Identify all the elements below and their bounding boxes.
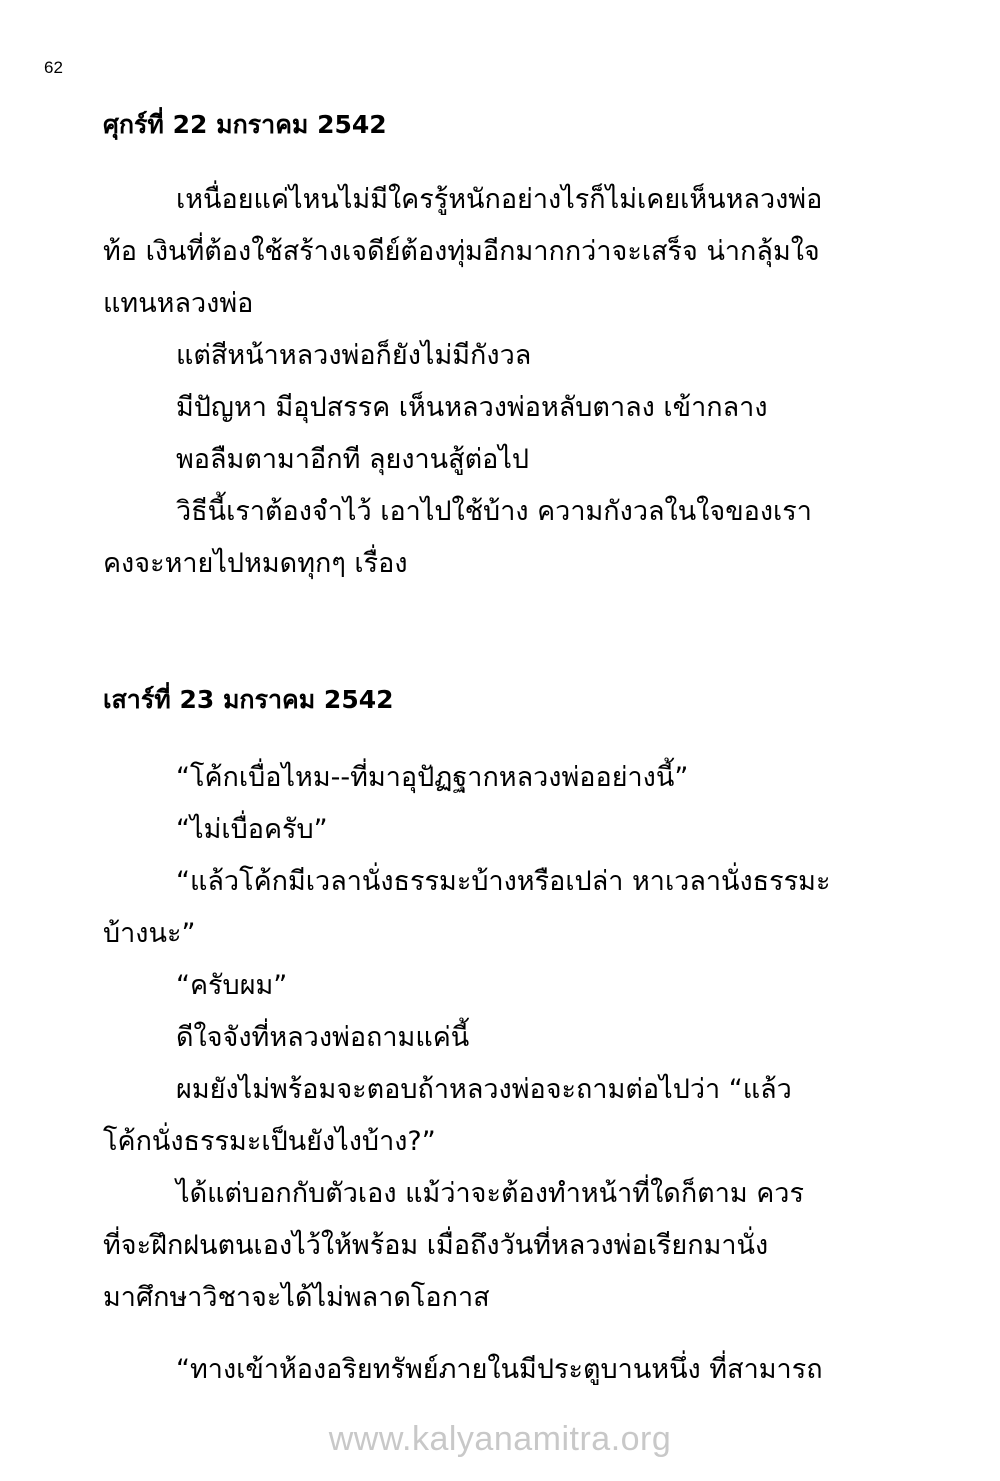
paragraph-line: ท้อ เงินที่ต้องใช้สร้างเจดีย์ต้องทุ่มอีกมากกว่าจะเสร็จ น่ากลุ้มใจ [103, 236, 820, 267]
paragraph-line: เหนื่อยแค่ไหนไม่มีใครรู้หนักอย่างไรก็ไม่เคยเห็นหลวงพ่อ [176, 184, 823, 215]
paragraph-line: ดีใจจังที่หลวงพ่อถามแค่นี้ [176, 1022, 470, 1053]
section-heading-saturday: เสาร์ที่ 23 มกราคม 2542 [103, 685, 394, 714]
dialogue-line: “โค้กเบื่อไหม--ที่มาอุปัฏฐากหลวงพ่ออย่างนี้” [176, 762, 689, 793]
paragraph-line: มาศึกษาวิชาจะได้ไม่พลาดโอกาส [103, 1282, 490, 1313]
paragraph-line: วิธีนี้เราต้องจำไว้ เอาไปใช้บ้าง ความกังวลในใจของเรา [176, 496, 812, 527]
paragraph-line: ได้แต่บอกกับตัวเอง แม้ว่าจะต้องทำหน้าที่ใดก็ตาม ควร [176, 1178, 804, 1209]
section-heading-friday: ศุกร์ที่ 22 มกราคม 2542 [103, 110, 387, 139]
paragraph-line: พอลืมตามาอีกที ลุยงานสู้ต่อไป [176, 444, 530, 475]
paragraph-line: คงจะหายไปหมดทุกๆ เรื่อง [103, 548, 408, 579]
dialogue-line: “ไม่เบื่อครับ” [176, 814, 328, 845]
dialogue-line: “ครับผม” [176, 970, 288, 1001]
paragraph-line: มีปัญหา มีอุปสรรค เห็นหลวงพ่อหลับตาลง เข้ากลาง [176, 392, 768, 423]
paragraph-line: “ทางเข้าห้องอริยทรัพย์ภายในมีประตูบานหนึ่ง ที่สามารถ [176, 1354, 823, 1385]
dialogue-line: “แล้วโค้กมีเวลานั่งธรรมะบ้างหรือเปล่า หาเวลานั่งธรรมะ [176, 866, 831, 897]
paragraph-line: ที่จะฝึกฝนตนเองไว้ให้พร้อม เมื่อถึงวันที่หลวงพ่อเรียกมานั่ง [103, 1230, 769, 1261]
paragraph-line: แต่สีหน้าหลวงพ่อก็ยังไม่มีกังวล [176, 340, 532, 371]
paragraph-line: แทนหลวงพ่อ [103, 288, 254, 319]
dialogue-line: บ้างนะ” [103, 918, 196, 949]
page-number: 62 [44, 58, 63, 77]
paragraph-line: โค้กนั่งธรรมะเป็นยังไงบ้าง?” [103, 1126, 436, 1157]
paragraph-line: ผมยังไม่พร้อมจะตอบถ้าหลวงพ่อจะถามต่อไปว่า “แล้ว [176, 1074, 792, 1105]
watermark-url: www.kalyanamitra.org [328, 1420, 672, 1458]
